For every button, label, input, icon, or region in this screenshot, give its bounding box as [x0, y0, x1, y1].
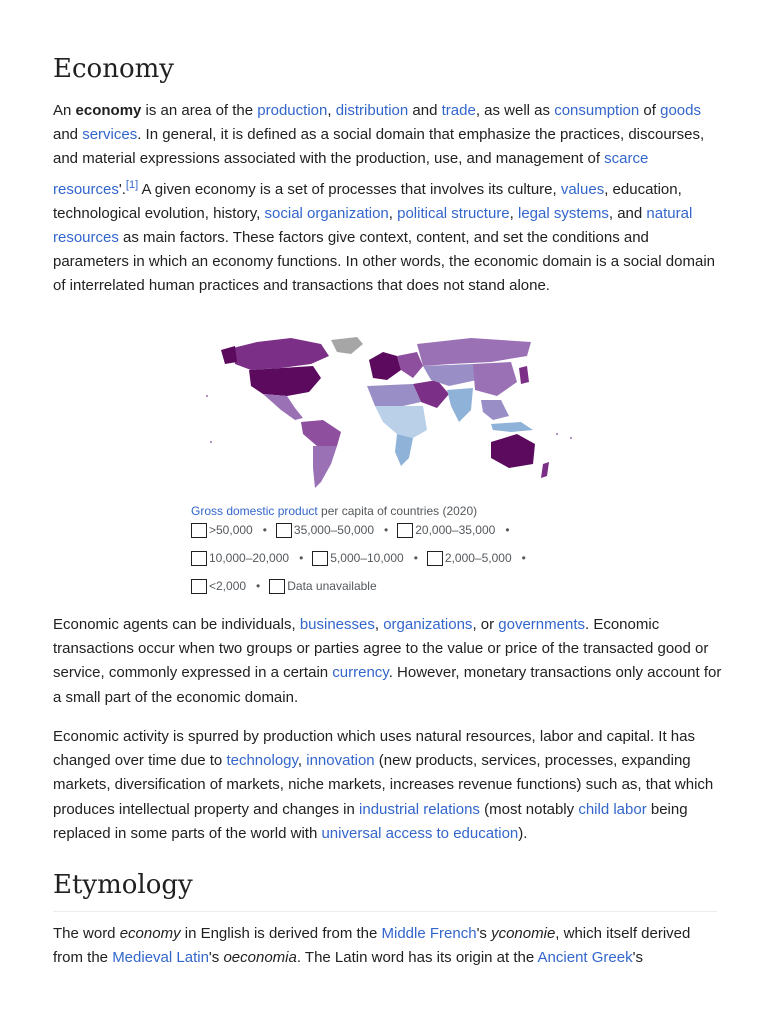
map-region-australia: [491, 434, 535, 468]
intro-paragraph: An economy is an area of the production, distribution and trade, as well as consumption of goods and services. In general, it is defined as a social domain that emphasize the practices, discourses, and material expressions associated with the production, use, and management of scarce resources'.[1] A given economy is a set of processes that involves its culture, values, education, technological evolution, history, social organization, political structure, legal systems, and natural resources as main factors. These factors give context, content, and set the conditions and parameters in which an economy functions. In other words, the economic domain is a social domain of interrelated human practices and transactions that does not stand alone.: [53, 102, 715, 295]
reference-1[interactable]: [1]: [125, 178, 139, 191]
link-distribution[interactable]: distribution: [335, 102, 409, 119]
italic-economy: economy: [119, 925, 181, 942]
link-middle-french[interactable]: Middle French: [381, 925, 477, 942]
link-organizations[interactable]: organizations: [383, 616, 473, 633]
map-region-canada: [233, 338, 329, 370]
map-legend-row-3: <2,000 • Data unavailable: [191, 578, 377, 594]
link-industrial-relations[interactable]: industrial relations: [359, 800, 480, 818]
map-region-south-america-north: [301, 420, 341, 446]
legend-label-data-unavailable: Data unavailable: [287, 579, 377, 593]
agents-paragraph: Economic agents can be individuals, businesses, organizations, or governments. Economic transactions occur when two groups or parties agree to the value or price of the transacted good or service, commonly expressed in a certain currency. However, monetary transactions only account for a small part of the economic domain.: [53, 616, 722, 706]
map-legend-row-1: >50,000 • 35,000–50,000 • 20,000–35,000 •: [191, 522, 519, 538]
activity-paragraph: Economic activity is spurred by production which uses natural resources, labor and capital. It has changed over time due to technology, innovation (new products, services, processes, expanding markets, diversification of markets, niche markets, increases revenue functions) such as, that which produces intellectual property and changes in industrial relations (most notably child labor being replaced in some parts of the world with universal access to education).: [53, 728, 714, 842]
link-social-organization[interactable]: social organization: [264, 204, 389, 222]
map-region-africa-central: [375, 406, 427, 438]
legend-label-10000-20000: 10,000–20,000: [209, 551, 290, 565]
italic-oeconomia: oeconomia: [223, 949, 297, 967]
map-region-south-america-south: [313, 446, 337, 488]
map-region-africa-south: [395, 434, 413, 466]
link-governments[interactable]: governments: [498, 616, 585, 633]
map-region-africa-north: [367, 384, 421, 406]
map-region-mexico: [263, 394, 303, 420]
legend-swatch-data-unavailable: [269, 579, 285, 594]
link-technology[interactable]: technology: [226, 752, 298, 770]
link-production[interactable]: production: [257, 102, 328, 119]
link-innovation[interactable]: innovation: [306, 752, 375, 770]
section-divider: [53, 911, 717, 912]
map-region-europe-west: [369, 352, 401, 380]
link-currency[interactable]: currency: [332, 664, 389, 682]
legend-swatch-10000-20000: [191, 551, 207, 566]
legend-label-5000-10000: 5,000–10,000: [330, 551, 404, 565]
map-region-middle-east: [413, 380, 449, 408]
legend-label-20000-35000: 20,000–35,000: [415, 523, 496, 537]
link-child-labor[interactable]: child labor: [578, 800, 647, 818]
link-natural-resources[interactable]: natural resources: [53, 204, 693, 247]
map-region-usa: [249, 366, 321, 396]
link-values[interactable]: values: [560, 180, 605, 198]
map-region-indonesia: [491, 422, 533, 432]
legend-label-2000-5000: 2,000–5,000: [444, 551, 512, 565]
link-consumption[interactable]: consumption: [554, 102, 640, 119]
link-services[interactable]: services: [82, 126, 138, 144]
map-legend-row-2: 10,000–20,000 • 5,000–10,000 • 2,000–5,000 •: [191, 550, 535, 566]
map-region-europe-east: [397, 352, 423, 378]
legend-swatch-above-50000: [191, 523, 207, 538]
link-trade[interactable]: trade: [441, 102, 476, 119]
legend-label-below-2000: <2,000: [209, 579, 247, 593]
map-region-southeast-asia: [481, 400, 509, 420]
link-universal-access-to-education[interactable]: universal access to education: [321, 824, 519, 842]
map-region-alaska: [221, 346, 237, 364]
section-heading-economy: Economy: [53, 54, 174, 84]
legend-swatch-below-2000: [191, 579, 207, 594]
world-gdp-map[interactable]: [191, 334, 581, 494]
legend-swatch-20000-35000: [397, 523, 413, 538]
section-heading-etymology: Etymology: [53, 870, 193, 900]
link-gross-domestic-product[interactable]: Gross domestic product: [191, 504, 318, 518]
map-region-russia: [417, 338, 531, 366]
map-island: [210, 441, 212, 443]
map-island: [206, 395, 208, 397]
legend-label-35000-50000: 35,000–50,000: [293, 523, 375, 537]
gdp-map-figure: [191, 334, 581, 494]
link-scarce-resources[interactable]: scarce resources: [53, 150, 649, 198]
map-caption: Gross domestic product per capita of countries (2020): [191, 504, 478, 518]
map-region-new-zealand: [541, 462, 549, 478]
legend-swatch-2000-5000: [427, 551, 443, 566]
map-region-china: [473, 362, 517, 396]
bold-term-economy: economy: [75, 102, 142, 119]
legend-swatch-5000-10000: [312, 551, 328, 566]
link-medieval-latin[interactable]: Medieval Latin: [112, 949, 209, 967]
map-region-india: [447, 388, 473, 422]
etymology-paragraph: The word economy in English is derived from the Middle French's yconomie, which itself derived from the Medieval Latin's oeconomia. The Latin word has its origin at the Ancient Greek's: [53, 925, 691, 967]
map-region-greenland: [331, 337, 363, 354]
legend-label-above-50000: >50,000: [209, 523, 253, 537]
link-goods[interactable]: goods: [660, 102, 701, 119]
link-businesses[interactable]: businesses: [299, 616, 375, 633]
map-region-japan: [519, 366, 529, 384]
link-ancient-greek[interactable]: Ancient Greek: [537, 949, 633, 967]
legend-swatch-35000-50000: [276, 523, 292, 538]
link-political-structure[interactable]: political structure: [397, 204, 510, 222]
map-island: [556, 433, 558, 435]
link-legal-systems[interactable]: legal systems: [518, 204, 609, 222]
map-island: [570, 437, 572, 439]
italic-yconomie: yconomie: [491, 925, 556, 942]
